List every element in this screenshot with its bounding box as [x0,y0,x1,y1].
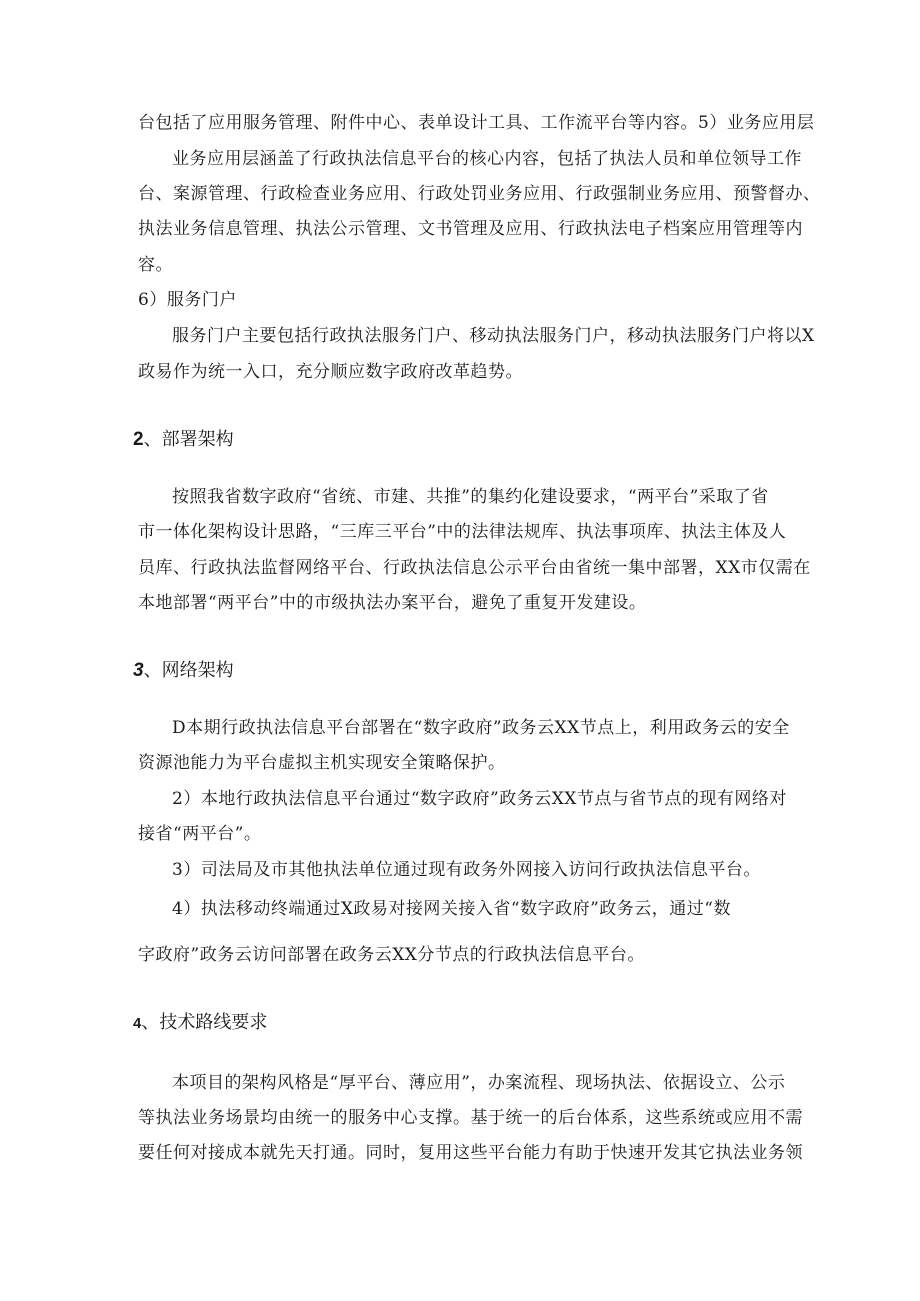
paragraph-line: 字政府”政务云访问部署在政务云XX分节点的行政执法信息平台。 [138,945,645,965]
section-heading-3 [133,659,234,683]
section-heading-2 [133,428,234,452]
section-heading-4 [133,1011,267,1036]
paragraph-line: 市一体化架构设计思路，“三库三平台”中的法律法规库、执法事项库、执法主体及人 [138,522,787,542]
paragraph-line: 业务应用层涵盖了行政执法信息平台的核心内容，包括了执法人员和单位领导工作 [172,149,802,169]
paragraph-line: D本期行政执法信息平台部署在“数字政府”政务云XX节点上，利用政务云的安全 [172,718,790,738]
paragraph-line: 3）司法局及市其他执法单位通过现有政务外网接入访问行政执法信息平台。 [172,860,761,880]
paragraph-line: 本项目的架构风格是“厚平台、薄应用”，办案流程、现场执法、依据设立、公示 [172,1073,786,1093]
section-title: 、网络架构 [143,660,234,681]
paragraph-line: 2）本地行政执法信息平台通过“数字政府”政务云XX节点与省节点的现有网络对 [172,789,787,809]
paragraph-line: 等执法业务场景均由统一的服务中心支撑。基于统一的后台体系，这些系统或应用不需 [138,1108,803,1128]
paragraph-line: 服务门户主要包括行政执法服务门户、移动执法服务门户，移动执法服务门户将以X [172,326,815,346]
paragraph-line: 台、案源管理、行政检查业务应用、行政处罚业务应用、行政强制业务应用、预警督办、 [138,184,821,204]
paragraph-line: 容。 [138,255,173,275]
section-title: 、部署架构 [143,429,234,450]
paragraph-line: 政易作为统一入口，充分顺应数字政府改革趋势。 [138,362,523,382]
paragraph-line: 按照我省数字政府“省统、市建、共推”的集约化建设要求，“两平台”采取了省 [172,487,769,507]
paragraph-line: 台包括了应用服务管理、附件中心、表单设计工具、工作流平台等内容。5）业务应用层 [138,113,815,133]
section-number: 3 [133,660,144,681]
paragraph-line: 资源池能力为平台虚拟主机实现安全策略保护。 [138,753,506,773]
section-title: 、技术路线要求 [141,1012,268,1033]
section-number: 2 [133,429,144,450]
paragraph-line: 本地部署“两平台”中的市级执法办案平台，避免了重复开发建设。 [138,593,647,613]
paragraph-line: 接省“两平台”。 [138,824,262,844]
subsection-title: 6）服务门户 [138,290,237,310]
paragraph-line: 4）执法移动终端通过X政易对接网关接入省“数字政府”政务云，通过“数 [172,899,731,919]
paragraph-line: 要任何对接成本就先天打通。同时，复用这些平台能力有助于快速开发其它执法业务领 [138,1143,803,1163]
paragraph-line: 员库、行政执法监督网络平台、行政执法信息公示平台由省统一集中部署，XX市仅需在 [138,558,811,578]
section-number: 4 [133,1015,142,1032]
paragraph-line: 执法业务信息管理、执法公示管理、文书管理及应用、行政执法电子档案应用管理等内 [138,219,803,239]
